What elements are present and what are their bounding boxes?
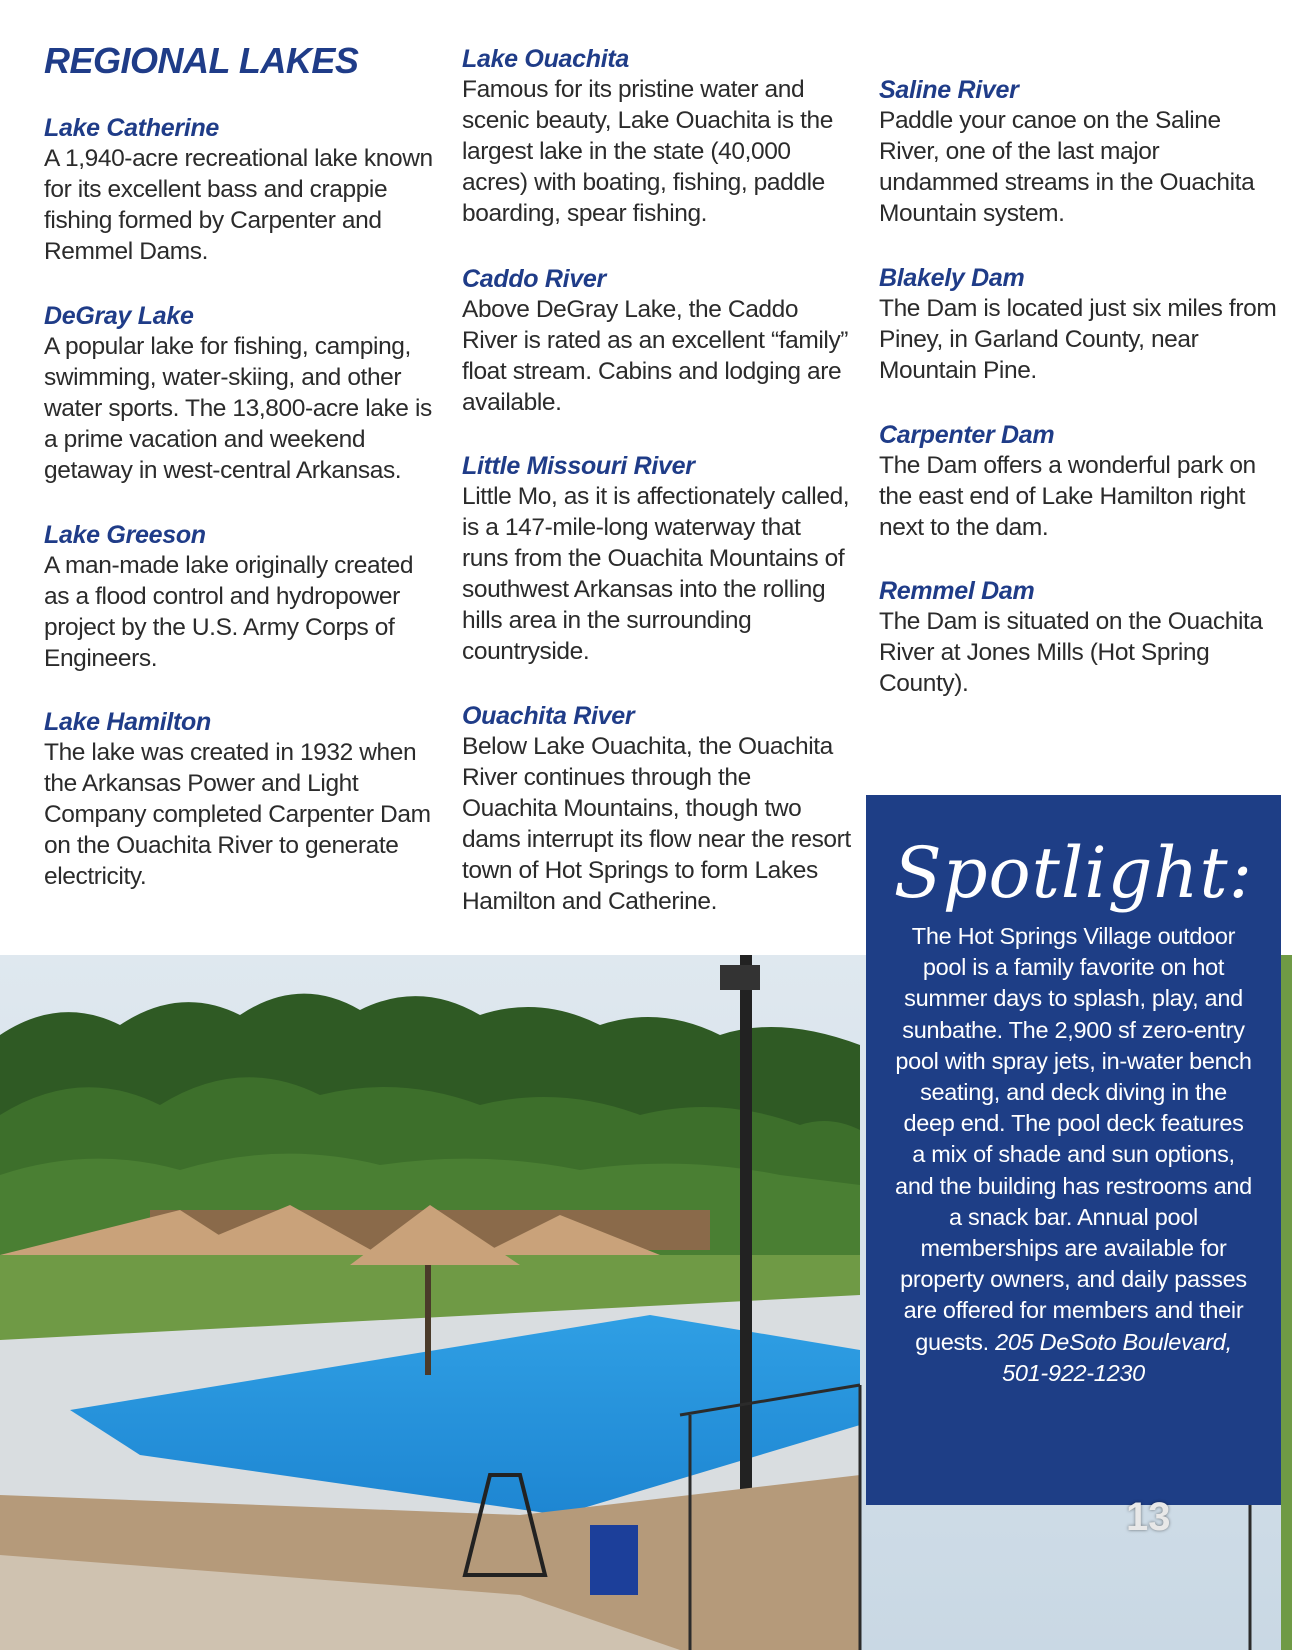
entry-little-missouri-river bbox=[462, 451, 852, 667]
entry-title: Blakely Dam bbox=[879, 264, 1025, 292]
entry-saline-river bbox=[879, 75, 1279, 229]
entry-body: Paddle your canoe on the Saline River, one of the last major undammed streams in the Ouachita Mountain system. bbox=[879, 107, 1255, 227]
spotlight-text: The Hot Springs Village outdoor pool is a family favorite on hot summer days to splash, play, and sunbathe. The 2,900 sf zero-entry pool with spray jets, in-water bench seating, and deck diving in the deep end. The pool deck features a mix of shade and sun options, and the building has restrooms and a snack bar. Annual pool memberships are available for property owners, and daily passes are offered for members and their guests. bbox=[895, 923, 1252, 1355]
entry-body: Famous for its pristine water and scenic beauty, Lake Ouachita is the largest lake in the state (40,000 acres) with boating, fishing, paddle boarding, spear fishing. bbox=[462, 76, 833, 227]
spotlight-body bbox=[894, 921, 1253, 1389]
entry-body: A 1,940-acre recreational lake known for its excellent bass and crappie fishing formed by Carpenter and Remmel Dams. bbox=[44, 145, 433, 265]
entry-body: Below Lake Ouachita, the Ouachita River continues through the Ouachita Mountains, though two dams interrupt its flow near the resort town of Hot Springs to form Lakes Hamilton and Catherine. bbox=[462, 733, 851, 915]
entry-title: Lake Catherine bbox=[44, 114, 220, 142]
entry-body: The Dam is located just six miles from Piney, in Garland County, near Mountain Pine. bbox=[879, 295, 1277, 384]
spotlight-address: 205 DeSoto Boulevard, 501-922-1230 bbox=[995, 1328, 1232, 1386]
entry-body: Little Mo, as it is affectionately called, is a 147-mile-long waterway that runs from the Ouachita Mountains of southwest Arkansas into the rolling hills area in the surrounding countryside. bbox=[462, 483, 850, 665]
spotlight-heading: Spotlight: bbox=[893, 832, 1254, 914]
entry-lake-catherine bbox=[44, 113, 434, 267]
entry-carpenter-dam bbox=[879, 420, 1279, 543]
entry-ouachita-river bbox=[462, 701, 852, 917]
entry-title: DeGray Lake bbox=[44, 302, 194, 330]
entry-lake-greeson bbox=[44, 520, 434, 674]
entry-title: Caddo River bbox=[462, 265, 606, 293]
page-number: 13 bbox=[1126, 1495, 1171, 1539]
entry-title: Lake Hamilton bbox=[44, 708, 211, 736]
entry-title: Lake Ouachita bbox=[462, 45, 629, 73]
entry-title: Saline River bbox=[879, 76, 1019, 104]
entry-lake-ouachita bbox=[462, 44, 852, 229]
entry-body: The Dam is situated on the Ouachita River at Jones Mills (Hot Spring County). bbox=[879, 608, 1263, 697]
entry-lake-hamilton bbox=[44, 707, 434, 892]
page-title: REGIONAL LAKES bbox=[44, 40, 359, 81]
entry-title: Carpenter Dam bbox=[879, 421, 1055, 449]
entry-title: Lake Greeson bbox=[44, 521, 206, 549]
entry-degray-lake bbox=[44, 301, 434, 486]
entry-caddo-river bbox=[462, 264, 852, 418]
entry-body: The lake was created in 1932 when the Arkansas Power and Light Company completed Carpenter Dam on the Ouachita River to generate electricity. bbox=[44, 739, 431, 890]
entry-body: A man-made lake originally created as a flood control and hydropower project by the U.S. Army Corps of Engineers. bbox=[44, 552, 414, 672]
entry-title: Little Missouri River bbox=[462, 452, 695, 480]
entry-body: The Dam offers a wonderful park on the east end of Lake Hamilton right next to the dam. bbox=[879, 452, 1256, 541]
entry-title: Remmel Dam bbox=[879, 577, 1035, 605]
entry-body: Above DeGray Lake, the Caddo River is rated as an excellent “family” float stream. Cabins and lodging are available. bbox=[462, 296, 849, 416]
entry-blakely-dam bbox=[879, 263, 1279, 386]
entry-body: A popular lake for fishing, camping, swimming, water-skiing, and other water sports. The 13,800-acre lake is a prime vacation and weekend getaway in west-central Arkansas. bbox=[44, 333, 432, 484]
spotlight-box bbox=[866, 795, 1281, 1505]
entry-title: Ouachita River bbox=[462, 702, 635, 730]
entry-remmel-dam bbox=[879, 576, 1279, 699]
